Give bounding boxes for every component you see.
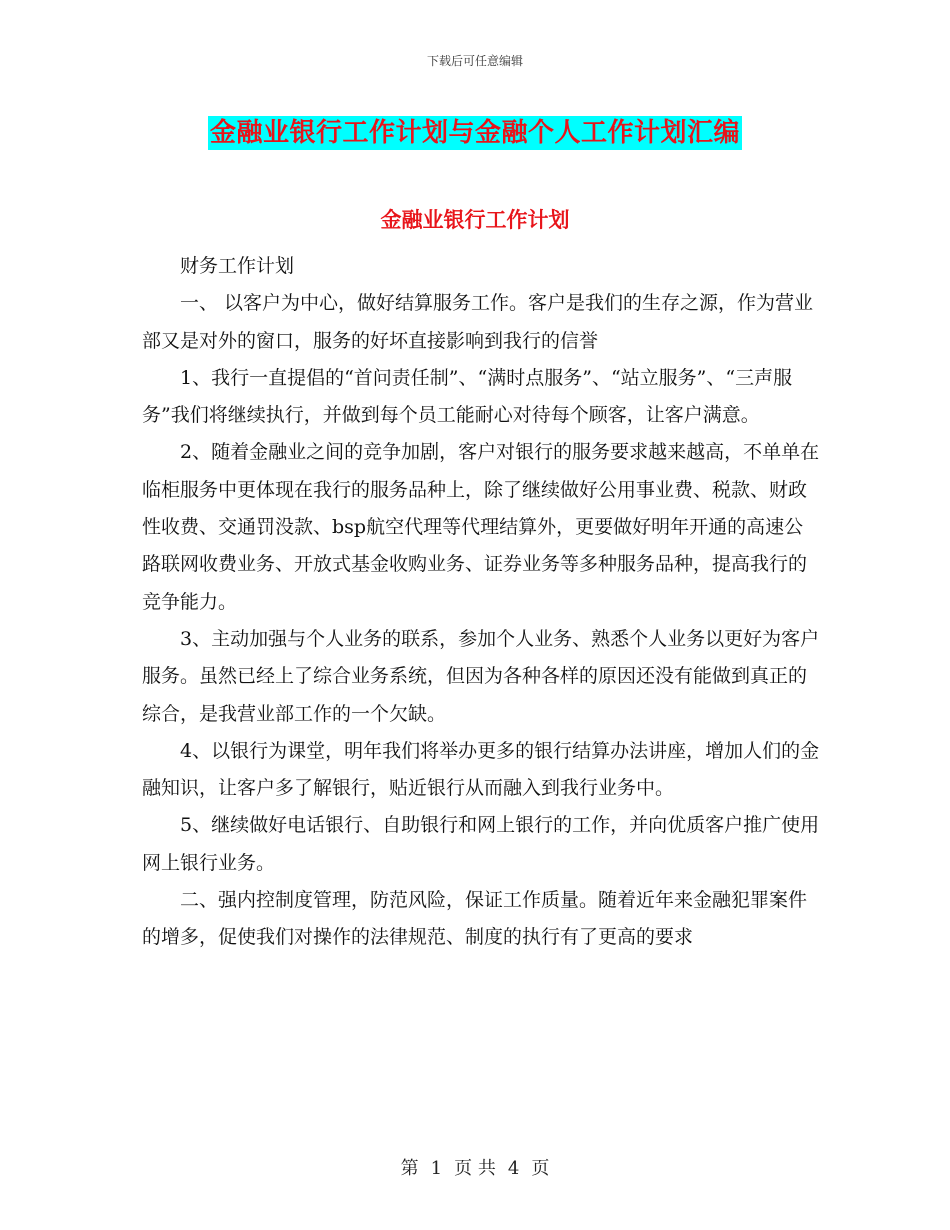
paragraph: 4、以银行为课堂，明年我们将举办更多的银行结算办法讲座，增加人们的金融知识，让客户多了解银行，贴近银行从而融入到我行业务中。 xyxy=(142,739,820,800)
total-page-number: 4 xyxy=(507,1158,520,1179)
section-title: 金融业银行工作计划 xyxy=(380,207,570,232)
footer-mid: 页 共 xyxy=(454,1158,496,1179)
paragraph: 财务工作计划 xyxy=(180,255,295,277)
current-page-number: 1 xyxy=(430,1158,443,1179)
paragraph: 3、主动加强与个人业务的联系，参加个人业务、熟悉个人业务以更好为客户服务。虽然已经上了综合业务系统，但因为各种各样的原因还没有能做到真正的综合，是我营业部工作的一个欠缺。 xyxy=(142,627,820,725)
paragraph: 二、强内控制度管理，防范风险，保证工作质量。随着近年来金融犯罪案件的增多，促使我们对操作的法律规范、制度的执行有了更高的要求 xyxy=(142,889,808,949)
page-footer xyxy=(0,1154,950,1180)
paragraph: 2、随着金融业之间的竞争加剧，客户对银行的服务要求越来越高，不单单在临柜服务中更体现在我行的服务品种上，除了继续做好公用事业费、税款、财政性收费、交通罚没款、bsp航空代理等代理结算外，更要做好明年开通的高速公路联网收费业务、开放式基金收购业务、证券业务等多种服务品种，提高我行的竞争能力。 xyxy=(142,441,820,613)
paragraph: 一、 以客户为中心，做好结算服务工作。客户是我们的生存之源，作为营业部又是对外的窗口，服务的好坏直接影响到我行的信誉 xyxy=(142,292,814,352)
document-title xyxy=(0,112,950,149)
document-body xyxy=(142,248,822,957)
paragraph: 5、继续做好电话银行、自助银行和网上银行的工作，并向优质客户推广使用网上银行业务。 xyxy=(142,814,820,874)
paragraph: 1、我行一直提倡的“首问责任制”、“满时点服务”、“站立服务”、“三声服务”我们将继续执行，并做到每个员工能耐心对待每个顾客，让客户满意。 xyxy=(142,366,793,427)
document-title-text: 金融业银行工作计划与金融个人工作计划汇编 xyxy=(209,118,740,148)
footer-suffix: 页 xyxy=(531,1158,550,1179)
header-note: 下载后可任意编辑 xyxy=(426,54,523,68)
footer-prefix: 第 xyxy=(400,1158,419,1179)
